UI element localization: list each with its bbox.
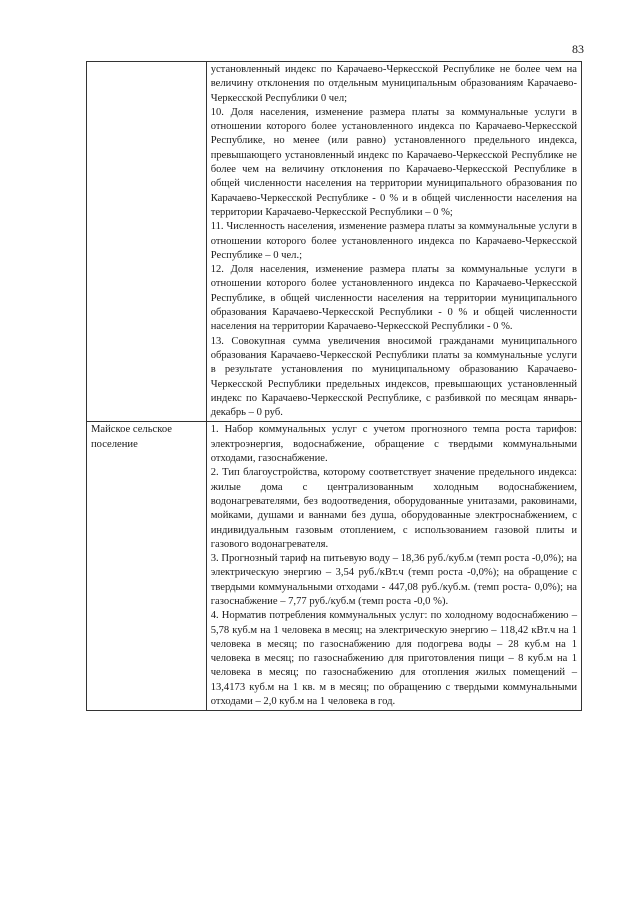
table-row — [87, 62, 582, 422]
indicators-table — [86, 61, 582, 711]
indicator-paragraph: 13. Совокупная сумма увеличения вносимой гражданами муниципального образования Карачаево-Черкесской Республики платы за коммунальные услуги в результате установления по муниципальному образованию Карачаево-Черкесской Республики предельных индексов, превышающих установленный индекс по Карачаево-Черкесской Республике, с разбивкой по месяцам январь-декабрь – 0 руб. — [210, 335, 577, 419]
indicators-cell — [206, 62, 581, 422]
indicator-paragraph: 11. Численность населения, изменение размера платы за коммунальные услуги в отношении которого более установленного индекса по Карачаево-Черкесской Республике – 0 чел.; — [210, 221, 577, 261]
municipality-name: Майское сельское поселение — [91, 424, 172, 450]
indicator-paragraph: 12. Доля населения, изменение размера платы за коммунальные услуги в отношении которого более установленного индекса по Карачаево-Черкесской Республике, в общей численности населения на территории муниципального образования Карачаево-Черкесской Республики - 0 % и общей численности населения на территории Карачаево-Черкесской Республики - 0 %. — [210, 264, 577, 333]
indicator-paragraph: 3. Прогнозный тариф на питьевую воду – 18,36 руб./куб.м (темп роста -0,0%); на электрическую энергию – 3,54 руб./кВт.ч (темп роста -0,0%); на обращение с твердыми коммунальными отходами - 447,08 руб./куб.м. (темп роста- 0,0%); на газоснабжение – 7,77 руб./куб.м (темп роста -0,0 %). — [210, 553, 577, 607]
page-number: 83 — [572, 42, 584, 56]
indicator-paragraph: 2. Тип благоустройства, которому соответствует значение предельного индекса: жилые дома с централизованным холодным водоснабжением, водонагревателями, без водоотведения, оборудованные унитазами, раковинами, мойками, душами и ваннами без душа, оборудованные электроснабжением, с индивидуальным газовым отоплением, с использованием газовой плиты и газового водонагревателя. — [210, 467, 577, 550]
indicator-paragraph: 10. Доля населения, изменение размера платы за коммунальные услуги в отношении которого более установленного индекса по Карачаево-Черкесской Республике, но менее (или равно) установленного предельного индекса, превышающего установленный индекс по Карачаево-Черкесской Республике не более чем на величину отклонения по Карачаево-Черкесской Республике в общей численности населения на территории муниципального образования по Карачаево-Черкесской Республике - 0 % и в общей численности населения на территории Карачаево-Черкесской Республики – 0 %; — [210, 106, 577, 218]
indicator-paragraph: 4. Норматив потребления коммунальных услуг: по холодному водоснабжению – 5,78 куб.м на 1 человека в месяц; на электрическую энергию – 118,42 кВт.ч на 1 человека в месяц; по газоснабжению для подогрева воды – 28 куб.м на 1 человека в месяц; по газоснабжению для приготовления пищи – 8 куб.м на 1 человека в месяц; по газоснабжению для отопления жилых помещений – 13,4173 куб.м на 1 кв. м в месяц; по обращению с твердыми коммунальными отходами – 2,0 куб.м на 1 человека в год. — [210, 610, 577, 708]
indicator-paragraph: 1. Набор коммунальных услуг с учетом прогнозного темпа роста тарифов: электроэнергия, водоснабжение, обращение с твердыми коммунальными отходами, газоснабжение. — [210, 424, 577, 465]
municipality-cell — [87, 422, 207, 711]
table-row — [87, 422, 582, 711]
municipality-cell — [87, 62, 207, 422]
indicator-paragraph: установленный индекс по Карачаево-Черкесской Республике не более чем на величину отклонения по отдельным муниципальным образованиям Карачаево-Черкесской Республики 0 чел; — [210, 64, 577, 104]
indicators-cell — [206, 422, 581, 711]
